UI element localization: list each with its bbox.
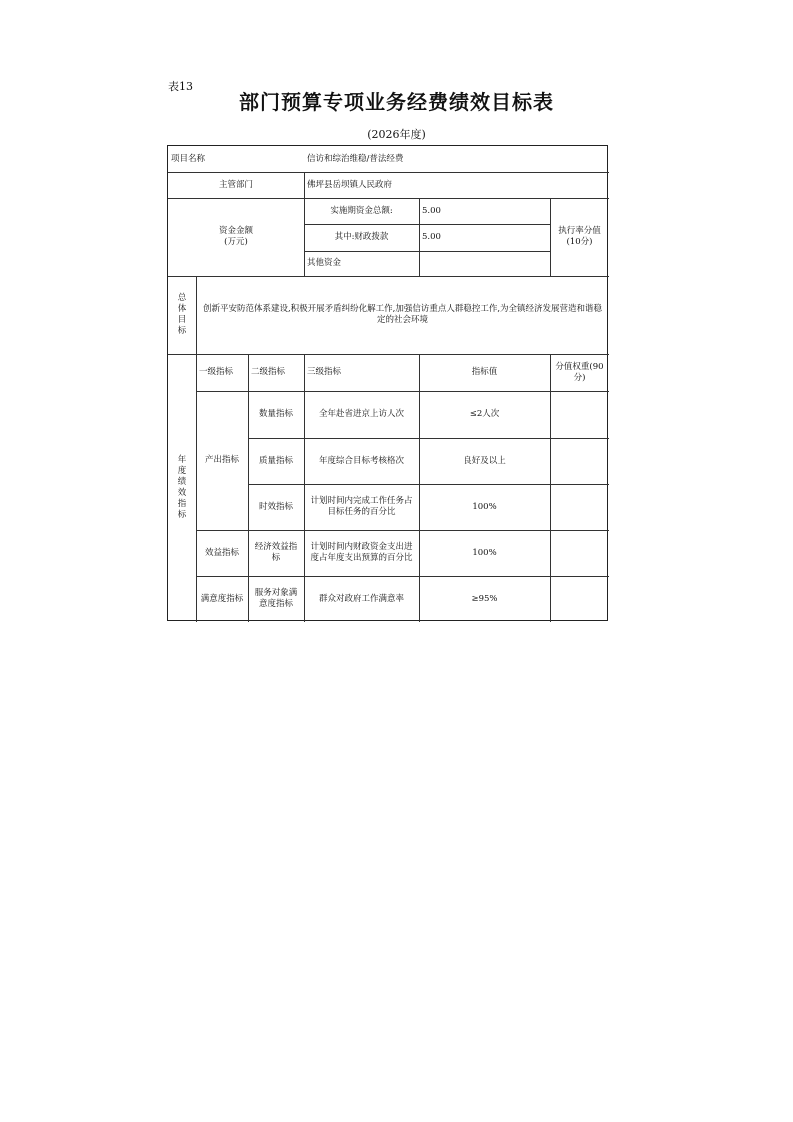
header-weight: 分值权重(90分) bbox=[555, 361, 604, 383]
department-value: 佛坪县岳坝镇人民政府 bbox=[307, 179, 393, 190]
header-value: 指标值 bbox=[471, 367, 498, 377]
department-label: 主管部门 bbox=[218, 179, 253, 190]
funds-amount-label: 资金金额 (万元) bbox=[218, 226, 253, 247]
satisfaction-detail: 群众对政府工作满意率 bbox=[318, 593, 404, 604]
output-indicator-label: 产出指标 bbox=[204, 455, 239, 465]
total-funds-value: 5.00 bbox=[422, 205, 441, 216]
fiscal-year: (2026年度) bbox=[367, 128, 426, 141]
header-level3: 三级指标 bbox=[307, 367, 342, 377]
project-name-label: 项目名称 bbox=[171, 153, 206, 164]
quality-indicator: 质量指标 bbox=[258, 455, 293, 466]
quantity-indicator-value: ≤2人次 bbox=[469, 409, 500, 419]
quality-indicator-value: 良好及以上 bbox=[463, 455, 506, 466]
overall-goal-label: 总体目标 bbox=[177, 293, 187, 336]
total-funds-label: 实施期资金总额: bbox=[330, 205, 393, 216]
timeliness-indicator: 时效指标 bbox=[258, 501, 293, 512]
economic-benefit-value: 100% bbox=[472, 547, 497, 558]
economic-benefit-indicator: 经济效益指标 bbox=[254, 542, 298, 563]
header-level1: 一级指标 bbox=[199, 367, 234, 377]
other-funds-value bbox=[419, 251, 550, 276]
quantity-indicator: 数量指标 bbox=[258, 409, 293, 419]
economic-benefit-detail: 计划时间内财政资金支出进度占年度支出预算的百分比 bbox=[310, 542, 413, 563]
performance-target-table bbox=[167, 145, 608, 621]
execution-rate-score-label: 执行率分值(10分) bbox=[558, 226, 601, 247]
quantity-indicator-detail: 全年赴省进京上访人次 bbox=[318, 409, 404, 419]
overall-goal-text: 创新平安防范体系建设,积极开展矛盾纠纷化解工作,加强信访重点人群稳控工作,为全镇经济发展营造和谐稳定的社会环境 bbox=[202, 304, 603, 325]
service-satisfaction-indicator: 服务对象满意度指标 bbox=[254, 588, 298, 609]
header-level2: 二级指标 bbox=[251, 367, 286, 377]
fiscal-funds-value: 5.00 bbox=[422, 232, 441, 242]
timeliness-indicator-value: 100% bbox=[472, 501, 497, 512]
table-number-label: 表13 bbox=[168, 80, 193, 93]
timeliness-indicator-detail: 计划时间内完成工作任务占目标任务的百分比 bbox=[310, 496, 413, 517]
quality-indicator-detail: 年度综合目标考核格次 bbox=[318, 455, 404, 466]
page-title: 部门预算专项业务经费绩效目标表 bbox=[239, 90, 554, 114]
satisfaction-value: ≥95% bbox=[471, 593, 498, 604]
benefit-indicator-label: 效益指标 bbox=[204, 547, 239, 558]
project-name-value: 信访和综治维稳/普法经费 bbox=[307, 153, 404, 164]
fiscal-funds-label: 其中:财政拨款 bbox=[334, 232, 389, 242]
annual-indicators-label: 年度绩效指标 bbox=[177, 455, 187, 520]
satisfaction-indicator-label: 满意度指标 bbox=[200, 593, 244, 604]
other-funds-label: 其他资金 bbox=[307, 258, 342, 268]
